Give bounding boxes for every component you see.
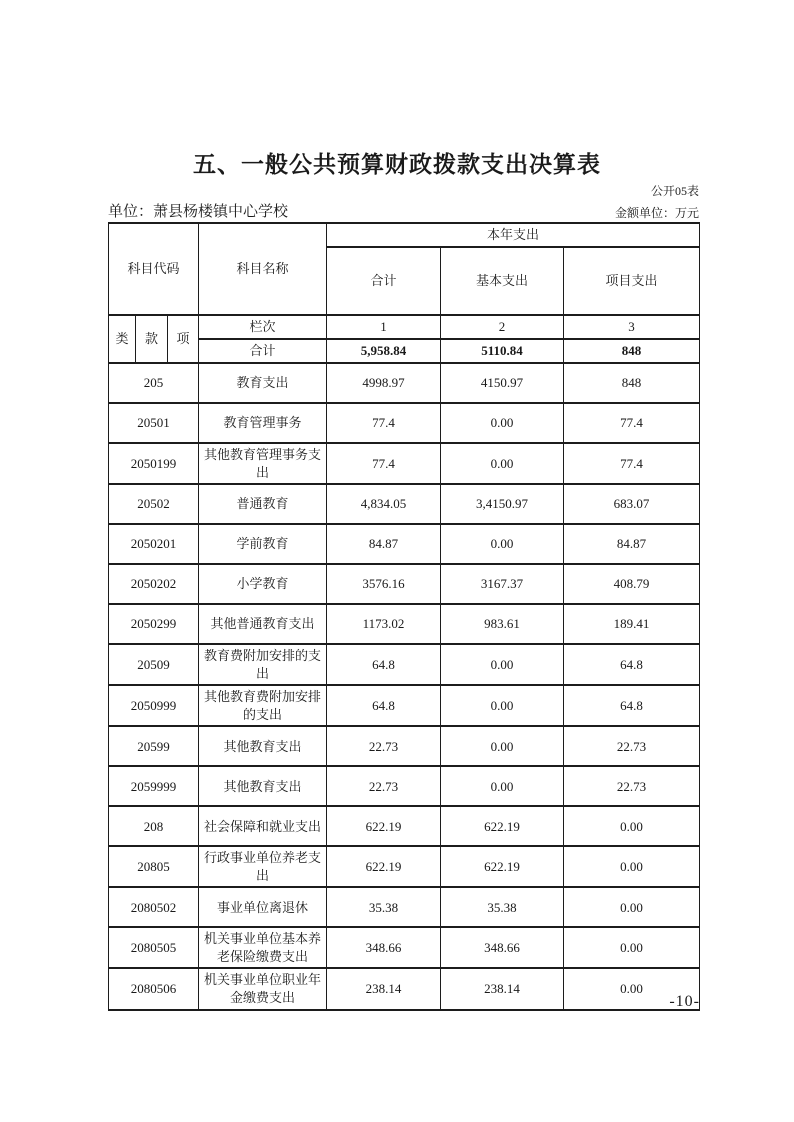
subject-code-cell: 2050201 [109,524,199,564]
total-value-cell: 64.8 [327,644,441,685]
grand-total-value-total: 5,958.84 [327,339,441,363]
subject-code-cell: 2050202 [109,564,199,604]
subject-code-cell: 20509 [109,644,199,685]
subject-code-cell: 20599 [109,726,199,766]
subject-name-cell: 其他教育费附加安排的支出 [199,685,327,726]
subject-name-cell: 学前教育 [199,524,327,564]
grand-total-value-basic: 5110.84 [441,339,564,363]
subject-name-cell: 其他普通教育支出 [199,604,327,644]
total-value-cell: 348.66 [327,927,441,968]
project-value-cell: 0.00 [564,887,700,927]
total-value-cell: 238.14 [327,968,441,1009]
total-value-cell: 77.4 [327,443,441,484]
column-index-label: 栏次 [199,315,327,339]
basic-value-cell: 0.00 [441,644,564,685]
basic-value-cell: 0.00 [441,524,564,564]
column-index-1: 1 [327,315,441,339]
project-value-cell: 0.00 [564,846,700,887]
subject-name-cell: 其他教育管理事务支出 [199,443,327,484]
table-row [109,443,700,484]
total-value-cell: 64.8 [327,685,441,726]
unit-row [108,200,699,221]
subject-name-cell: 普通教育 [199,484,327,524]
basic-value-cell: 0.00 [441,443,564,484]
basic-value-cell: 983.61 [441,604,564,644]
header-code-class: 类 [109,315,136,363]
header-subject-name: 科目名称 [199,223,327,315]
column-index-3: 3 [564,315,700,339]
project-value-cell: 77.4 [564,403,700,443]
total-value-cell: 1173.02 [327,604,441,644]
subject-code-cell: 2050299 [109,604,199,644]
subject-name-cell: 机关事业单位职业年金缴费支出 [199,968,327,1009]
table-row [109,564,700,604]
subject-name-cell: 事业单位离退休 [199,887,327,927]
table-row [109,644,700,685]
project-value-cell: 84.87 [564,524,700,564]
page-title: 五、一般公共预算财政拨款支出决算表 [193,152,601,177]
budget-table [108,222,700,1011]
form-number-label: 公开05表 [650,184,699,198]
total-value-cell: 77.4 [327,403,441,443]
subject-code-cell: 205 [109,363,199,403]
subject-name-cell: 教育管理事务 [199,403,327,443]
total-value-cell: 3576.16 [327,564,441,604]
subject-name-cell: 教育费附加安排的支出 [199,644,327,685]
total-value-cell: 622.19 [327,846,441,887]
project-value-cell: 408.79 [564,564,700,604]
table-row [109,726,700,766]
subject-code-cell: 2080506 [109,968,199,1009]
grand-total-label: 合计 [199,339,327,363]
subject-name-cell: 其他教育支出 [199,726,327,766]
basic-value-cell: 35.38 [441,887,564,927]
subject-code-cell: 2080502 [109,887,199,927]
grand-total-value-project: 848 [564,339,700,363]
amount-unit-label: 金额单位：万元 [614,206,699,220]
table-row [109,927,700,968]
table-body [109,363,700,1010]
basic-value-cell: 0.00 [441,726,564,766]
basic-value-cell: 238.14 [441,968,564,1009]
project-value-cell: 64.8 [564,685,700,726]
table-row [109,887,700,927]
total-value-cell: 35.38 [327,887,441,927]
basic-value-cell: 0.00 [441,685,564,726]
header-col-project: 项目支出 [564,247,700,315]
subject-code-cell: 2050999 [109,685,199,726]
unit-name-label: 单位：萧县杨楼镇中心学校 [108,204,289,220]
basic-value-cell: 4150.97 [441,363,564,403]
project-value-cell: 22.73 [564,766,700,806]
table-row [109,363,700,403]
column-index-row [109,315,700,339]
table-row [109,685,700,726]
table-row [109,806,700,846]
total-value-cell: 84.87 [327,524,441,564]
subject-code-cell: 20502 [109,484,199,524]
total-value-cell: 22.73 [327,766,441,806]
total-value-cell: 4,834.05 [327,484,441,524]
subject-code-cell: 2059999 [109,766,199,806]
project-value-cell: 22.73 [564,726,700,766]
subject-code-cell: 20501 [109,403,199,443]
subject-code-cell: 208 [109,806,199,846]
header-row-1 [109,223,700,247]
project-value-cell: 683.07 [564,484,700,524]
table-row [109,766,700,806]
project-value-cell: 77.4 [564,443,700,484]
project-value-cell: 189.41 [564,604,700,644]
subject-code-cell: 20805 [109,846,199,887]
basic-value-cell: 3167.37 [441,564,564,604]
table-row [109,604,700,644]
table-row [109,484,700,524]
basic-value-cell: 348.66 [441,927,564,968]
subject-name-cell: 小学教育 [199,564,327,604]
project-value-cell: 848 [564,363,700,403]
header-current-year-expenditure: 本年支出 [327,223,700,247]
project-value-cell: 64.8 [564,644,700,685]
header-subject-code: 科目代码 [109,223,199,315]
header-code-item: 项 [168,315,199,363]
header-code-section: 款 [136,315,168,363]
table-row [109,846,700,887]
subject-code-cell: 2080505 [109,927,199,968]
project-value-cell: 0.00 [564,968,700,1009]
header-col-basic: 基本支出 [441,247,564,315]
total-value-cell: 4998.97 [327,363,441,403]
project-value-cell: 0.00 [564,806,700,846]
subject-name-cell: 教育支出 [199,363,327,403]
basic-value-cell: 622.19 [441,806,564,846]
total-value-cell: 622.19 [327,806,441,846]
subject-code-cell: 2050199 [109,443,199,484]
table-row [109,524,700,564]
project-value-cell: 0.00 [564,927,700,968]
header-col-total: 合计 [327,247,441,315]
basic-value-cell: 3,4150.97 [441,484,564,524]
basic-value-cell: 0.00 [441,766,564,806]
basic-value-cell: 0.00 [441,403,564,443]
total-value-cell: 22.73 [327,726,441,766]
column-index-2: 2 [441,315,564,339]
basic-value-cell: 622.19 [441,846,564,887]
subject-name-cell: 社会保障和就业支出 [199,806,327,846]
page-number: -10- [669,993,700,1010]
subject-name-cell: 其他教育支出 [199,766,327,806]
table-row [109,403,700,443]
subject-name-cell: 机关事业单位基本养老保险缴费支出 [199,927,327,968]
subject-name-cell: 行政事业单位养老支出 [199,846,327,887]
